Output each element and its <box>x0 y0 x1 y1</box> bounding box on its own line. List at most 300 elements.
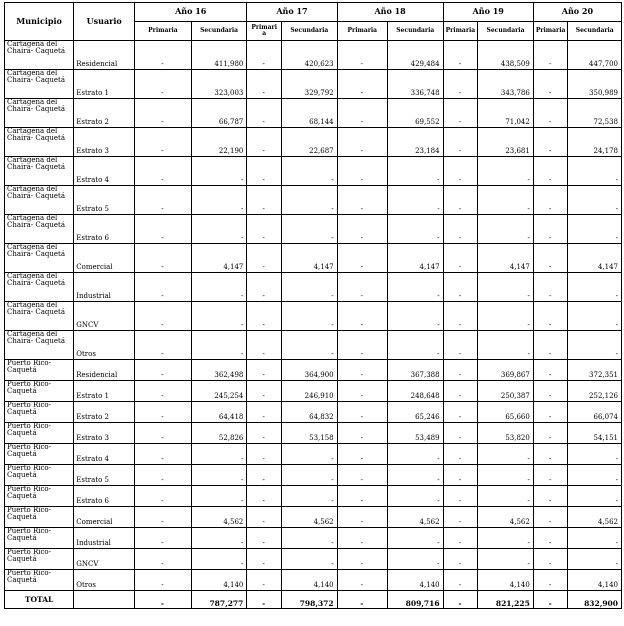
secundaria-value: - <box>568 528 622 549</box>
total-value: 821,225 <box>478 591 534 609</box>
secundaria-value: - <box>191 186 247 215</box>
secundaria-value: 350,989 <box>568 70 622 99</box>
secundaria-value: 4,147 <box>282 244 338 273</box>
secundaria-value: - <box>568 273 622 302</box>
header-primaria: Primari a <box>247 22 282 41</box>
usuario-cell: Otros <box>74 570 135 591</box>
total-value: - <box>247 591 282 609</box>
primaria-value: - <box>337 244 387 273</box>
secundaria-value: - <box>568 215 622 244</box>
primaria-value: - <box>443 528 478 549</box>
secundaria-value: 65,660 <box>478 402 534 423</box>
secundaria-value: - <box>282 273 338 302</box>
secundaria-value: 69,552 <box>387 99 443 128</box>
primaria-value: - <box>135 381 192 402</box>
primaria-value: - <box>533 331 568 360</box>
total-value: - <box>337 591 387 609</box>
primaria-value: - <box>247 507 282 528</box>
secundaria-value: 66,787 <box>191 99 247 128</box>
total-value: 798,372 <box>282 591 338 609</box>
secundaria-value: 364,900 <box>282 360 338 381</box>
primaria-value: - <box>135 302 192 331</box>
total-row <box>5 591 622 609</box>
table-row <box>5 157 622 186</box>
municipio-cell: Cartagena del Chaira- Caquetá <box>5 331 74 360</box>
primaria-value: - <box>533 570 568 591</box>
secundaria-value: 246,910 <box>282 381 338 402</box>
primaria-value: - <box>337 70 387 99</box>
primaria-value: - <box>337 423 387 444</box>
secundaria-value: - <box>478 486 534 507</box>
usuario-cell: Estrato 4 <box>74 444 135 465</box>
primaria-value: - <box>443 273 478 302</box>
primaria-value: - <box>533 99 568 128</box>
table-row <box>5 302 622 331</box>
primaria-value: - <box>533 360 568 381</box>
primaria-value: - <box>247 302 282 331</box>
primaria-value: - <box>443 423 478 444</box>
secundaria-value: 53,158 <box>282 423 338 444</box>
header-usuario: Usuario <box>74 3 135 41</box>
secundaria-value: 369,867 <box>478 360 534 381</box>
primaria-value: - <box>533 465 568 486</box>
municipio-cell: Cartagena del Chaira- Caquetá <box>5 215 74 244</box>
primaria-value: - <box>135 186 192 215</box>
municipio-cell: Cartagena del Chaira- Caquetá <box>5 99 74 128</box>
secundaria-value: 65,246 <box>387 402 443 423</box>
header-primaria: Primaria <box>443 22 478 41</box>
primaria-value: - <box>337 381 387 402</box>
municipio-cell: Puerto Rico- Caquetá <box>5 444 74 465</box>
usuario-cell: Estrato 6 <box>74 215 135 244</box>
secundaria-value: 4,140 <box>478 570 534 591</box>
secundaria-value: 24,178 <box>568 128 622 157</box>
secundaria-value: 23,681 <box>478 128 534 157</box>
primaria-value: - <box>533 244 568 273</box>
primaria-value: - <box>247 381 282 402</box>
secundaria-value: - <box>191 549 247 570</box>
secundaria-value: 4,147 <box>387 244 443 273</box>
primaria-value: - <box>443 360 478 381</box>
secundaria-value: - <box>191 302 247 331</box>
secundaria-value: - <box>387 157 443 186</box>
table-row <box>5 444 622 465</box>
table-row <box>5 99 622 128</box>
primaria-value: - <box>533 215 568 244</box>
secundaria-value: - <box>387 528 443 549</box>
secundaria-value: - <box>191 465 247 486</box>
table-row <box>5 423 622 444</box>
secundaria-value: - <box>387 273 443 302</box>
secundaria-value: 71,042 <box>478 99 534 128</box>
secundaria-value: - <box>282 528 338 549</box>
secundaria-value: 252,126 <box>568 381 622 402</box>
primaria-value: - <box>443 465 478 486</box>
secundaria-value: - <box>282 331 338 360</box>
secundaria-value: 411,980 <box>191 41 247 70</box>
primaria-value: - <box>443 570 478 591</box>
primaria-value: - <box>247 70 282 99</box>
table-row <box>5 360 622 381</box>
secundaria-value: - <box>282 549 338 570</box>
secundaria-value: 4,147 <box>191 244 247 273</box>
primaria-value: - <box>533 549 568 570</box>
primaria-value: - <box>533 302 568 331</box>
primaria-value: - <box>533 528 568 549</box>
primaria-value: - <box>247 331 282 360</box>
secundaria-value: - <box>478 444 534 465</box>
usuario-cell: Estrato 2 <box>74 99 135 128</box>
header-primaria: Primaria <box>135 22 192 41</box>
usuario-cell: Estrato 4 <box>74 157 135 186</box>
secundaria-value: - <box>387 444 443 465</box>
primaria-value: - <box>443 70 478 99</box>
secundaria-value: 4,140 <box>568 570 622 591</box>
table-row <box>5 41 622 70</box>
secundaria-value: 248,648 <box>387 381 443 402</box>
secundaria-value: 4,140 <box>282 570 338 591</box>
primaria-value: - <box>533 507 568 528</box>
header-secundaria: Secundaria <box>568 22 622 41</box>
secundaria-value: - <box>568 465 622 486</box>
primaria-value: - <box>533 444 568 465</box>
header-secundaria: Secundaria <box>387 22 443 41</box>
municipio-cell: Puerto Rico- Caquetá <box>5 528 74 549</box>
total-value: 787,277 <box>191 591 247 609</box>
primaria-value: - <box>443 486 478 507</box>
total-value: - <box>135 591 192 609</box>
secundaria-value: - <box>568 157 622 186</box>
secundaria-value: 23,184 <box>387 128 443 157</box>
header-year-20: Año 20 <box>533 3 621 22</box>
table-row <box>5 549 622 570</box>
primaria-value: - <box>135 360 192 381</box>
secundaria-value: 54,151 <box>568 423 622 444</box>
municipio-cell: Cartagena del Chaira- Caquetá <box>5 186 74 215</box>
primaria-value: - <box>135 444 192 465</box>
primaria-value: - <box>337 360 387 381</box>
primaria-value: - <box>337 570 387 591</box>
primaria-value: - <box>533 186 568 215</box>
primaria-value: - <box>247 215 282 244</box>
table-row <box>5 381 622 402</box>
secundaria-value: - <box>282 215 338 244</box>
primaria-value: - <box>443 128 478 157</box>
primaria-value: - <box>247 244 282 273</box>
secundaria-value: - <box>191 331 247 360</box>
secundaria-value: 329,792 <box>282 70 338 99</box>
primaria-value: - <box>135 528 192 549</box>
secundaria-value: 372,351 <box>568 360 622 381</box>
header-municipio: Municipio <box>5 3 74 41</box>
primaria-value: - <box>247 465 282 486</box>
secundaria-value: - <box>478 186 534 215</box>
secundaria-value: 447,700 <box>568 41 622 70</box>
secundaria-value: - <box>568 302 622 331</box>
primaria-value: - <box>135 99 192 128</box>
primaria-value: - <box>533 128 568 157</box>
secundaria-value: 250,387 <box>478 381 534 402</box>
primaria-value: - <box>443 331 478 360</box>
secundaria-value: 4,147 <box>568 244 622 273</box>
table-row <box>5 244 622 273</box>
secundaria-value: - <box>568 186 622 215</box>
header-secundaria: Secundaria <box>191 22 247 41</box>
primaria-value: - <box>337 41 387 70</box>
secundaria-value: - <box>282 302 338 331</box>
primaria-value: - <box>533 402 568 423</box>
usuario-cell: GNCV <box>74 549 135 570</box>
municipio-cell: Cartagena del Chaira- Caquetá <box>5 41 74 70</box>
secundaria-value: 4,140 <box>387 570 443 591</box>
primaria-value: - <box>443 302 478 331</box>
primaria-value: - <box>135 486 192 507</box>
secundaria-value: 22,190 <box>191 128 247 157</box>
header-year-16: Año 16 <box>135 3 247 22</box>
secundaria-value: - <box>387 465 443 486</box>
primaria-value: - <box>247 570 282 591</box>
secundaria-value: - <box>191 486 247 507</box>
consumption-table <box>4 2 622 609</box>
table-body <box>5 41 622 591</box>
secundaria-value: 4,562 <box>387 507 443 528</box>
primaria-value: - <box>247 41 282 70</box>
header-secundaria: Secundaria <box>282 22 338 41</box>
primaria-value: - <box>247 486 282 507</box>
primaria-value: - <box>135 570 192 591</box>
primaria-value: - <box>135 423 192 444</box>
primaria-value: - <box>247 128 282 157</box>
primaria-value: - <box>337 215 387 244</box>
secundaria-value: 64,418 <box>191 402 247 423</box>
secundaria-value: 4,562 <box>282 507 338 528</box>
primaria-value: - <box>247 528 282 549</box>
table-row <box>5 70 622 99</box>
primaria-value: - <box>533 486 568 507</box>
usuario-cell: Industrial <box>74 273 135 302</box>
municipio-cell: Puerto Rico- Caquetá <box>5 570 74 591</box>
secundaria-value: 362,498 <box>191 360 247 381</box>
municipio-cell: Cartagena del Chaira- Caquetá <box>5 70 74 99</box>
municipio-cell: Puerto Rico- Caquetá <box>5 465 74 486</box>
primaria-value: - <box>337 402 387 423</box>
secundaria-value: - <box>191 528 247 549</box>
primaria-value: - <box>135 549 192 570</box>
primaria-value: - <box>135 402 192 423</box>
total-label: TOTAL <box>5 591 74 609</box>
primaria-value: - <box>337 331 387 360</box>
primaria-value: - <box>443 186 478 215</box>
usuario-cell: Comercial <box>74 507 135 528</box>
header-primaria: Primaria <box>533 22 568 41</box>
total-value: - <box>443 591 478 609</box>
primaria-value: - <box>247 186 282 215</box>
table-row <box>5 507 622 528</box>
secundaria-value: - <box>191 273 247 302</box>
secundaria-value: - <box>282 444 338 465</box>
secundaria-value: 323,003 <box>191 70 247 99</box>
usuario-cell: Estrato 3 <box>74 423 135 444</box>
primaria-value: - <box>443 444 478 465</box>
secundaria-value: - <box>478 549 534 570</box>
secundaria-value: 53,820 <box>478 423 534 444</box>
secundaria-value: - <box>191 215 247 244</box>
primaria-value: - <box>533 273 568 302</box>
header-primaria: Primaria <box>337 22 387 41</box>
secundaria-value: - <box>478 465 534 486</box>
secundaria-value: 4,147 <box>478 244 534 273</box>
municipio-cell: Puerto Rico- Caquetá <box>5 423 74 444</box>
usuario-cell: Estrato 5 <box>74 465 135 486</box>
primaria-value: - <box>247 99 282 128</box>
primaria-value: - <box>337 99 387 128</box>
table-row <box>5 570 622 591</box>
primaria-value: - <box>247 423 282 444</box>
secundaria-value: 52,826 <box>191 423 247 444</box>
usuario-cell: Industrial <box>74 528 135 549</box>
secundaria-value: 53,489 <box>387 423 443 444</box>
municipio-cell: Puerto Rico- Caquetá <box>5 507 74 528</box>
table-row <box>5 128 622 157</box>
secundaria-value: 4,140 <box>191 570 247 591</box>
usuario-cell: GNCV <box>74 302 135 331</box>
secundaria-value: 420,623 <box>282 41 338 70</box>
primaria-value: - <box>337 507 387 528</box>
usuario-cell: Estrato 3 <box>74 128 135 157</box>
header-secundaria: Secundaria <box>478 22 534 41</box>
primaria-value: - <box>247 273 282 302</box>
primaria-value: - <box>135 70 192 99</box>
primaria-value: - <box>443 215 478 244</box>
primaria-value: - <box>135 128 192 157</box>
primaria-value: - <box>337 486 387 507</box>
data-table-container <box>4 2 622 609</box>
secundaria-value: - <box>191 444 247 465</box>
primaria-value: - <box>337 302 387 331</box>
secundaria-value: - <box>191 157 247 186</box>
secundaria-value: - <box>568 549 622 570</box>
usuario-cell: Otros <box>74 331 135 360</box>
table-row <box>5 186 622 215</box>
primaria-value: - <box>443 244 478 273</box>
header-row-years <box>5 3 622 22</box>
secundaria-value: 438,509 <box>478 41 534 70</box>
secundaria-value: 64,832 <box>282 402 338 423</box>
primaria-value: - <box>533 157 568 186</box>
secundaria-value: - <box>387 302 443 331</box>
secundaria-value: 4,562 <box>478 507 534 528</box>
secundaria-value: 4,562 <box>568 507 622 528</box>
secundaria-value: - <box>282 465 338 486</box>
primaria-value: - <box>443 381 478 402</box>
secundaria-value: - <box>387 186 443 215</box>
primaria-value: - <box>533 41 568 70</box>
table-row <box>5 273 622 302</box>
primaria-value: - <box>247 360 282 381</box>
municipio-cell: Puerto Rico- Caquetá <box>5 402 74 423</box>
secundaria-value: 367,388 <box>387 360 443 381</box>
primaria-value: - <box>337 128 387 157</box>
secundaria-value: 22,687 <box>282 128 338 157</box>
primaria-value: - <box>337 273 387 302</box>
usuario-cell: Estrato 1 <box>74 381 135 402</box>
total-usuario-cell <box>74 591 135 609</box>
usuario-cell: Estrato 6 <box>74 486 135 507</box>
municipio-cell: Cartagena del Chaira- Caquetá <box>5 244 74 273</box>
usuario-cell: Estrato 1 <box>74 70 135 99</box>
secundaria-value: - <box>387 331 443 360</box>
secundaria-value: - <box>387 215 443 244</box>
secundaria-value: - <box>282 157 338 186</box>
usuario-cell: Comercial <box>74 244 135 273</box>
primaria-value: - <box>337 444 387 465</box>
primaria-value: - <box>247 157 282 186</box>
municipio-cell: Puerto Rico- Caquetá <box>5 360 74 381</box>
primaria-value: - <box>533 70 568 99</box>
municipio-cell: Puerto Rico- Caquetá <box>5 486 74 507</box>
secundaria-value: - <box>478 302 534 331</box>
primaria-value: - <box>337 465 387 486</box>
usuario-cell: Estrato 2 <box>74 402 135 423</box>
secundaria-value: - <box>568 486 622 507</box>
primaria-value: - <box>443 157 478 186</box>
municipio-cell: Cartagena del Chaira- Caquetá <box>5 128 74 157</box>
secundaria-value: 336,748 <box>387 70 443 99</box>
table-row <box>5 402 622 423</box>
primaria-value: - <box>135 244 192 273</box>
primaria-value: - <box>533 423 568 444</box>
secundaria-value: 68,144 <box>282 99 338 128</box>
total-value: 809,716 <box>387 591 443 609</box>
secundaria-value: 72,538 <box>568 99 622 128</box>
municipio-cell: Cartagena del Chaira- Caquetá <box>5 157 74 186</box>
municipio-cell: Puerto Rico- Caquetá <box>5 381 74 402</box>
primaria-value: - <box>443 402 478 423</box>
secundaria-value: - <box>478 331 534 360</box>
secundaria-value: 4,562 <box>191 507 247 528</box>
primaria-value: - <box>135 331 192 360</box>
usuario-cell: Residencial <box>74 360 135 381</box>
primaria-value: - <box>443 549 478 570</box>
secundaria-value: - <box>478 528 534 549</box>
primaria-value: - <box>247 549 282 570</box>
header-year-17: Año 17 <box>247 3 337 22</box>
usuario-cell: Estrato 5 <box>74 186 135 215</box>
primaria-value: - <box>135 41 192 70</box>
municipio-cell: Cartagena del Chaira- Caquetá <box>5 302 74 331</box>
primaria-value: - <box>135 215 192 244</box>
primaria-value: - <box>337 528 387 549</box>
table-row <box>5 465 622 486</box>
primaria-value: - <box>247 444 282 465</box>
total-value: - <box>533 591 568 609</box>
primaria-value: - <box>135 507 192 528</box>
secundaria-value: - <box>387 486 443 507</box>
municipio-cell: Cartagena del Chaira- Caquetá <box>5 273 74 302</box>
table-row <box>5 528 622 549</box>
secundaria-value: 343,786 <box>478 70 534 99</box>
secundaria-value: - <box>478 157 534 186</box>
secundaria-value: 245,254 <box>191 381 247 402</box>
table-row <box>5 215 622 244</box>
municipio-cell: Puerto Rico- Caquetá <box>5 549 74 570</box>
primaria-value: - <box>443 41 478 70</box>
primaria-value: - <box>135 273 192 302</box>
secundaria-value: - <box>282 486 338 507</box>
primaria-value: - <box>337 549 387 570</box>
secundaria-value: 66,074 <box>568 402 622 423</box>
secundaria-value: - <box>282 186 338 215</box>
